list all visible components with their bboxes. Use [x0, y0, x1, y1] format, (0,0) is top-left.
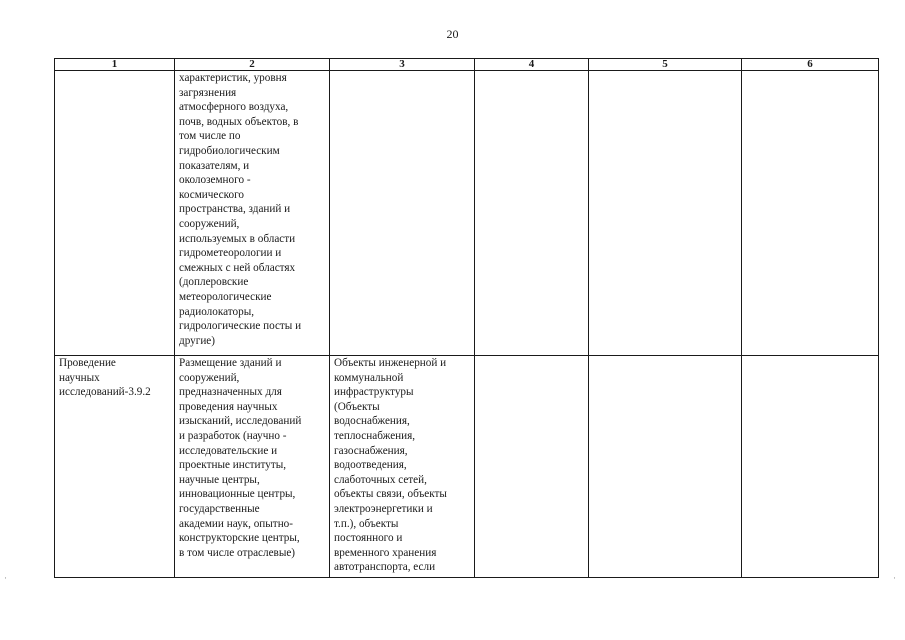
cell-text: Размещение зданий и сооружений, предназначенных для проведения научных изысканий, исследований и разработок (научно - исследовательские и проектные институты, научные центры, инновационные центры, государственные академии наук, опытно- конструкторские центры, в том числе отраслевые)	[179, 357, 302, 559]
column-header-1: 1	[55, 59, 175, 71]
margin-mark-left: ·	[4, 573, 7, 583]
cell-text: Объекты инженерной и коммунальной инфраструктуры (Объекты водоснабжения, теплоснабжения, газоснабжения, водоотведения, слаботочных сетей, объекты связи, объекты электроэнергетики и т.п.), объекты постоянного и временного хранения автотранспорта, если	[334, 357, 447, 574]
table-cell	[175, 356, 330, 578]
table-cell	[55, 71, 175, 356]
table-row	[55, 71, 879, 356]
table-row	[55, 356, 879, 578]
margin-mark-right: ·	[893, 573, 896, 583]
table-cell	[475, 71, 589, 356]
column-header-4: 4	[475, 59, 589, 71]
table-cell	[330, 356, 475, 578]
column-header-6: 6	[742, 59, 879, 71]
table-cell	[330, 71, 475, 356]
cell-text: Проведение научных исследований-3.9.2	[59, 357, 151, 399]
table-cell	[742, 71, 879, 356]
column-header-3: 3	[330, 59, 475, 71]
table-cell	[589, 71, 742, 356]
table-cell	[55, 356, 175, 578]
regulations-table	[54, 58, 879, 578]
page-number: 20	[446, 27, 459, 41]
column-header-5: 5	[589, 59, 742, 71]
table-cell	[475, 356, 589, 578]
table-cell	[589, 356, 742, 578]
column-header-2: 2	[175, 59, 330, 71]
table-header-row	[55, 59, 879, 71]
table-cell	[742, 356, 879, 578]
cell-text: характеристик, уровня загрязнения атмосферного воздуха, почв, водных объектов, в том числе по гидробиологическим показателям, и околоземного - космического пространства, зданий и сооружений, используемых в области гидрометеорологии и смежных с ней областях (доплеровские метеорологические радиолокаторы, гидрологические посты и другие)	[179, 72, 302, 347]
table-cell	[175, 71, 330, 356]
